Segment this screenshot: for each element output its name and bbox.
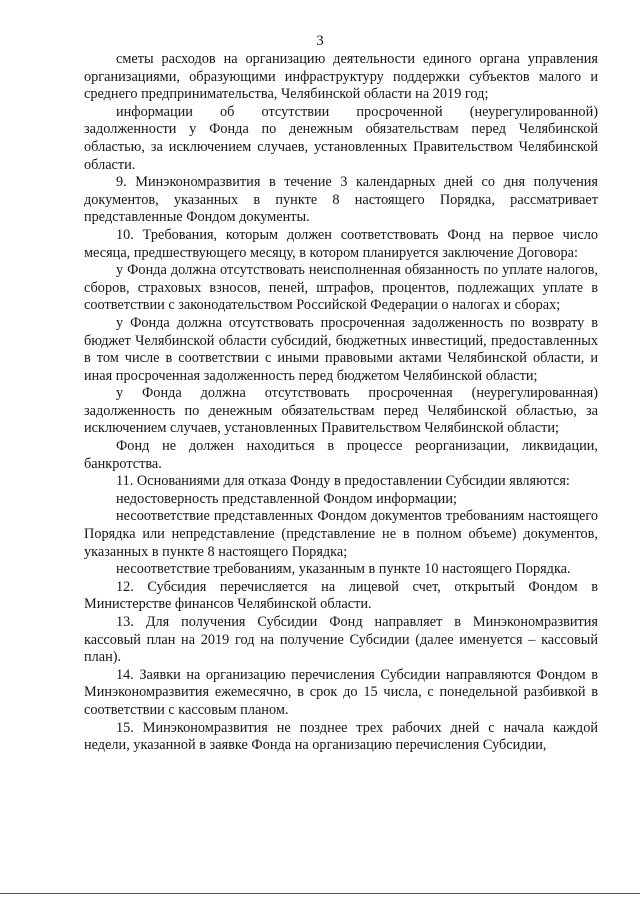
paragraph-requirement-obligations: у Фонда должна отсутствовать просроченная (неурегулированная) задолженность по денежным обязательствам перед Челябинской областью, за исключением случаев, установленных Правительством Челябинской области; xyxy=(84,385,598,437)
paragraph-debt-information: информации об отсутствии просроченной (неурегулированной) задолженности у Фонда по денежным обязательствам перед Челябинской областью, за исключением случаев, установленных Правительством Челябинской области. xyxy=(84,103,598,173)
page-number: 3 xyxy=(316,33,324,49)
paragraph-item-13: 13. Для получения Субсидии Фонд направляет в Минэкономразвития кассовый план на 2019 год на получение Субсидии (далее именуется – кассовый план). xyxy=(84,614,598,666)
paragraph-budget-estimate: сметы расходов на организацию деятельности единого органа управления организациями, образующими инфраструктуру поддержки субъектов малого и среднего предпринимательства, Челябинской области на 2019 год; xyxy=(84,51,598,103)
paragraph-item-14: 14. Заявки на организацию перечисления Субсидии направляются Фондом в Минэкономразвития ежемесячно, в срок до 15 числа, с понедельной разбивкой в соответствии с кассовым планом. xyxy=(84,666,598,718)
paragraph-item-15: 15. Минэкономразвития не позднее трех рабочих дней с начала каждой недели, указанной в заявке Фонда на организацию перечисления Субсидии, xyxy=(84,719,598,754)
paragraph-requirement-budget-debt: у Фонда должна отсутствовать просроченная задолженность по возврату в бюджет Челябинской области субсидий, бюджетных инвестиций, предоставленных в том числе в соответствии с иными правовыми актами Челябинской области, и иная просроченная задолженность перед бюджетом Челябинской области; xyxy=(84,314,598,384)
paragraph-requirement-reorganization: Фонд не должен находиться в процессе реорганизации, ликвидации, банкротства. xyxy=(84,438,598,472)
paragraph-requirement-taxes: у Фонда должна отсутствовать неисполненная обязанность по уплате налогов, сборов, страховых взносов, пеней, штрафов, процентов, подлежащих уплате в соответствии с законодательством Российской Федерации о налогах и сборах; xyxy=(84,262,598,314)
paragraph-item-10: 10. Требования, которым должен соответствовать Фонд на первое число месяца, предшествующего месяцу, в котором планируется заключение Договора: xyxy=(84,226,598,261)
document-body xyxy=(84,51,598,755)
paragraph-item-11: 11. Основаниями для отказа Фонду в предоставлении Субсидии являются: xyxy=(116,473,570,490)
paragraph-item-9: 9. Минэкономразвития в течение 3 календарных дней со дня получения документов, указанных в пункте 8 настоящего Порядка, рассматривает представленные Фондом документы. xyxy=(84,174,598,226)
paragraph-item-12: 12. Субсидия перечисляется на лицевой счет, открытый Фондом в Министерстве финансов Челябинской области. xyxy=(84,578,598,613)
paragraph-refusal-requirements: несоответствие требованиям, указанным в пункте 10 настоящего Порядка. xyxy=(116,561,571,578)
paragraph-refusal-unreliable-info: недостоверность представленной Фондом информации; xyxy=(116,490,457,507)
scan-bottom-rule xyxy=(0,893,640,894)
paragraph-refusal-documents: несоответствие представленных Фондом документов требованиям настоящего Порядка или непредставление (представление не в полном объеме) документов, указанных в пункте 8 настоящего Порядка; xyxy=(84,508,598,560)
